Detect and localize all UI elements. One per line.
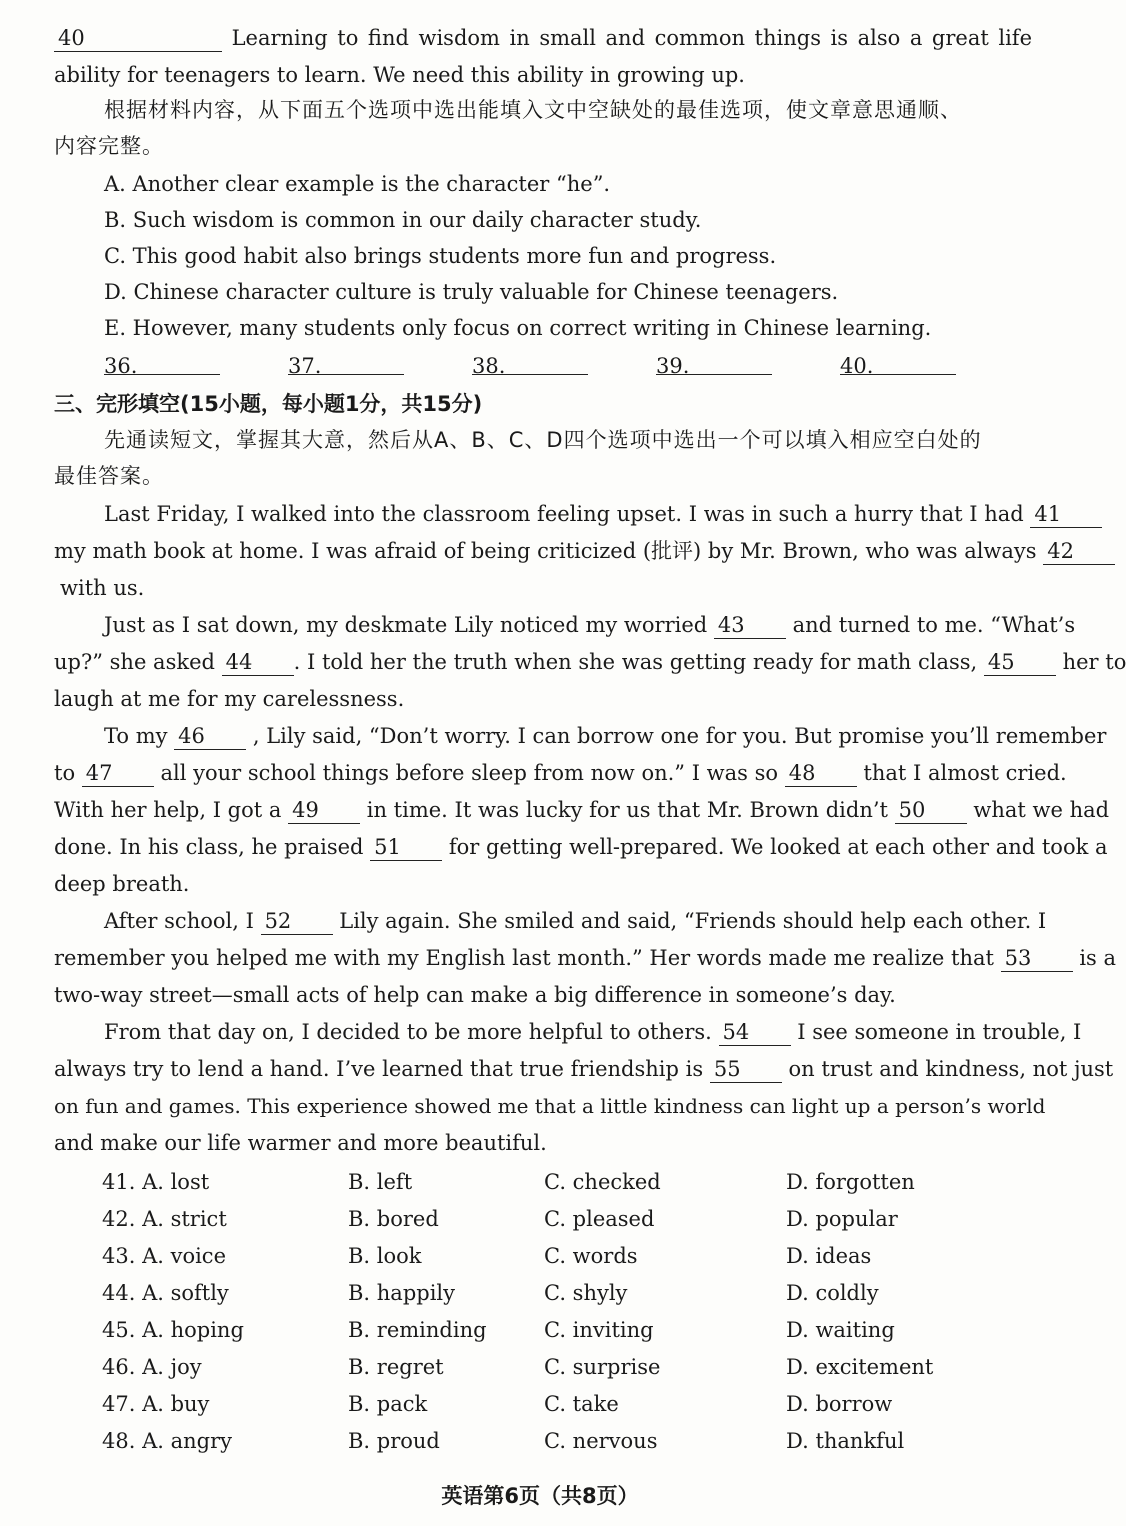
choice[interactable]: D. excitement — [786, 1355, 934, 1379]
choice[interactable]: D. waiting — [786, 1318, 895, 1342]
option-c: C. This good habit also brings students more fun and progress. — [104, 244, 777, 268]
passage-line: remember you helped me with my English last month.” Her words made me realize that 53 is a — [54, 946, 1117, 970]
choice[interactable]: 46. A. joy — [102, 1355, 202, 1379]
question-row — [102, 1312, 1002, 1349]
section-3-heading: 三、完形填空(15小题，每小题1分，共15分) — [54, 392, 483, 416]
choice[interactable]: 45. A. hoping — [102, 1318, 244, 1342]
intro-text-1: Learning to find wisdom in small and common things is also a great life — [231, 26, 1032, 50]
blank-44: 44 — [222, 649, 294, 676]
blank-43: 43 — [714, 612, 786, 639]
page-footer: 英语第6页（共8页） — [441, 1484, 639, 1508]
passage-line: done. In his class, he praised 51 for getting well-prepared. We looked at each other and took a — [54, 835, 1108, 859]
instruction-1b: 内容完整。 — [54, 134, 164, 158]
option-a: A. Another clear example is the character “he”. — [104, 172, 611, 196]
passage-line: With her help, I got a 49 in time. It was lucky for us that Mr. Brown didn’t 50 what we had — [54, 798, 1110, 822]
blank-40: 40 — [54, 25, 222, 52]
choice[interactable]: C. surprise — [544, 1355, 661, 1379]
choice[interactable]: C. nervous — [544, 1429, 658, 1453]
choice[interactable]: B. happily — [348, 1281, 456, 1305]
choice[interactable]: B. look — [348, 1244, 422, 1268]
blank-51: 51 — [370, 834, 442, 861]
passage-line: To my 46 , Lily said, “Don’t worry. I can borrow one for you. But promise you’ll remember — [104, 724, 1107, 748]
blank-45: 45 — [984, 649, 1056, 676]
choice[interactable]: D. borrow — [786, 1392, 893, 1416]
question-row — [102, 1164, 1002, 1201]
choice[interactable]: B. pack — [348, 1392, 428, 1416]
question-row — [102, 1238, 1002, 1275]
passage-line: up?” she asked 44 . I told her the truth when she was getting ready for math class, 45 her to — [54, 650, 1126, 674]
choice[interactable]: C. inviting — [544, 1318, 654, 1342]
blank-50: 50 — [895, 797, 967, 824]
blank-55: 55 — [710, 1056, 782, 1083]
option-d: D. Chinese character culture is truly valuable for Chinese teenagers. — [104, 280, 839, 304]
choice[interactable]: C. words — [544, 1244, 638, 1268]
choice[interactable]: 43. A. voice — [102, 1244, 227, 1268]
passage-line: my math book at home. I was afraid of being criticized (批评) by Mr. Brown, who was always 42 — [54, 533, 1032, 570]
blank-41: 41 — [1030, 501, 1102, 528]
choice[interactable]: B. proud — [348, 1429, 440, 1453]
instruction-1: 根据材料内容，从下面五个选项中选出能填入文中空缺处的最佳选项，使文章意思通顺、 — [104, 98, 962, 122]
choice[interactable]: D. thankful — [786, 1429, 905, 1453]
blank-54: 54 — [719, 1019, 791, 1046]
intro-line-2: ability for teenagers to learn. We need this ability in growing up. — [54, 63, 745, 87]
choice[interactable]: 41. A. lost — [102, 1170, 210, 1194]
choice[interactable]: B. reminding — [348, 1318, 487, 1342]
passage-line: with us. — [60, 576, 145, 600]
choice[interactable]: D. forgotten — [786, 1170, 915, 1194]
passage-line: deep breath. — [54, 872, 190, 896]
section-3-instruction: 先通读短文，掌握其大意，然后从A、B、C、D四个选项中选出一个可以填入相应空白处的 — [104, 428, 982, 452]
passage-line: on fun and games. This experience showed me that a little kindness can light up a person’s world — [54, 1094, 1046, 1118]
blank-49: 49 — [288, 797, 360, 824]
question-row — [102, 1386, 1002, 1423]
choice[interactable]: B. bored — [348, 1207, 439, 1231]
blank-52: 52 — [261, 908, 333, 935]
choice[interactable]: 48. A. angry — [102, 1429, 232, 1453]
choice[interactable]: 44. A. softly — [102, 1281, 229, 1305]
choice[interactable]: B. left — [348, 1170, 413, 1194]
question-row — [102, 1423, 1002, 1460]
choice[interactable]: C. pleased — [544, 1207, 655, 1231]
passage-line: and make our life warmer and more beautiful. — [54, 1131, 547, 1155]
blank-53: 53 — [1001, 945, 1073, 972]
passage-line: two-way street—small acts of help can make a big difference in someone’s day. — [54, 983, 896, 1007]
passage-line: Just as I sat down, my deskmate Lily noticed my worried 43 and turned to me. “What’s — [104, 613, 1076, 637]
option-e: E. However, many students only focus on correct writing in Chinese learning. — [104, 316, 932, 340]
passage-line: laugh at me for my carelessness. — [54, 687, 405, 711]
blank-42: 42 — [1043, 538, 1115, 565]
choice[interactable]: 47. A. buy — [102, 1392, 210, 1416]
passage-line: From that day on, I decided to be more helpful to others. 54 I see someone in trouble, I — [104, 1020, 1082, 1044]
choice[interactable]: 42. A. strict — [102, 1207, 227, 1231]
blank-46: 46 — [174, 723, 246, 750]
blank-48: 48 — [785, 760, 857, 787]
option-b: B. Such wisdom is common in our daily character study. — [104, 208, 702, 232]
choice[interactable]: C. checked — [544, 1170, 661, 1194]
choice[interactable]: D. ideas — [786, 1244, 872, 1268]
blank-47: 47 — [82, 760, 154, 787]
passage-line: After school, I 52 Lily again. She smiled and said, “Friends should help each other. I — [104, 909, 1047, 933]
choice[interactable]: C. take — [544, 1392, 619, 1416]
question-row — [102, 1349, 1002, 1386]
choice[interactable]: D. popular — [786, 1207, 898, 1231]
question-row — [102, 1275, 1002, 1312]
choice[interactable]: D. coldly — [786, 1281, 879, 1305]
choice[interactable]: C. shyly — [544, 1281, 628, 1305]
section-3-instruction-b: 最佳答案。 — [54, 464, 164, 488]
answer-slots-row: 36. 37. 38. 39. 40. — [104, 348, 1004, 385]
choice[interactable]: B. regret — [348, 1355, 444, 1379]
passage-line: to 47 all your school things before sleep from now on.” I was so 48 that I almost cried. — [54, 761, 1067, 785]
passage-line: always try to lend a hand. I’ve learned that true friendship is 55 on trust and kindness, not just — [54, 1057, 1114, 1081]
intro-line-1 — [54, 20, 1032, 57]
passage-line: Last Friday, I walked into the classroom feeling upset. I was in such a hurry that I had 41 — [54, 496, 1032, 533]
question-row — [102, 1201, 1002, 1238]
